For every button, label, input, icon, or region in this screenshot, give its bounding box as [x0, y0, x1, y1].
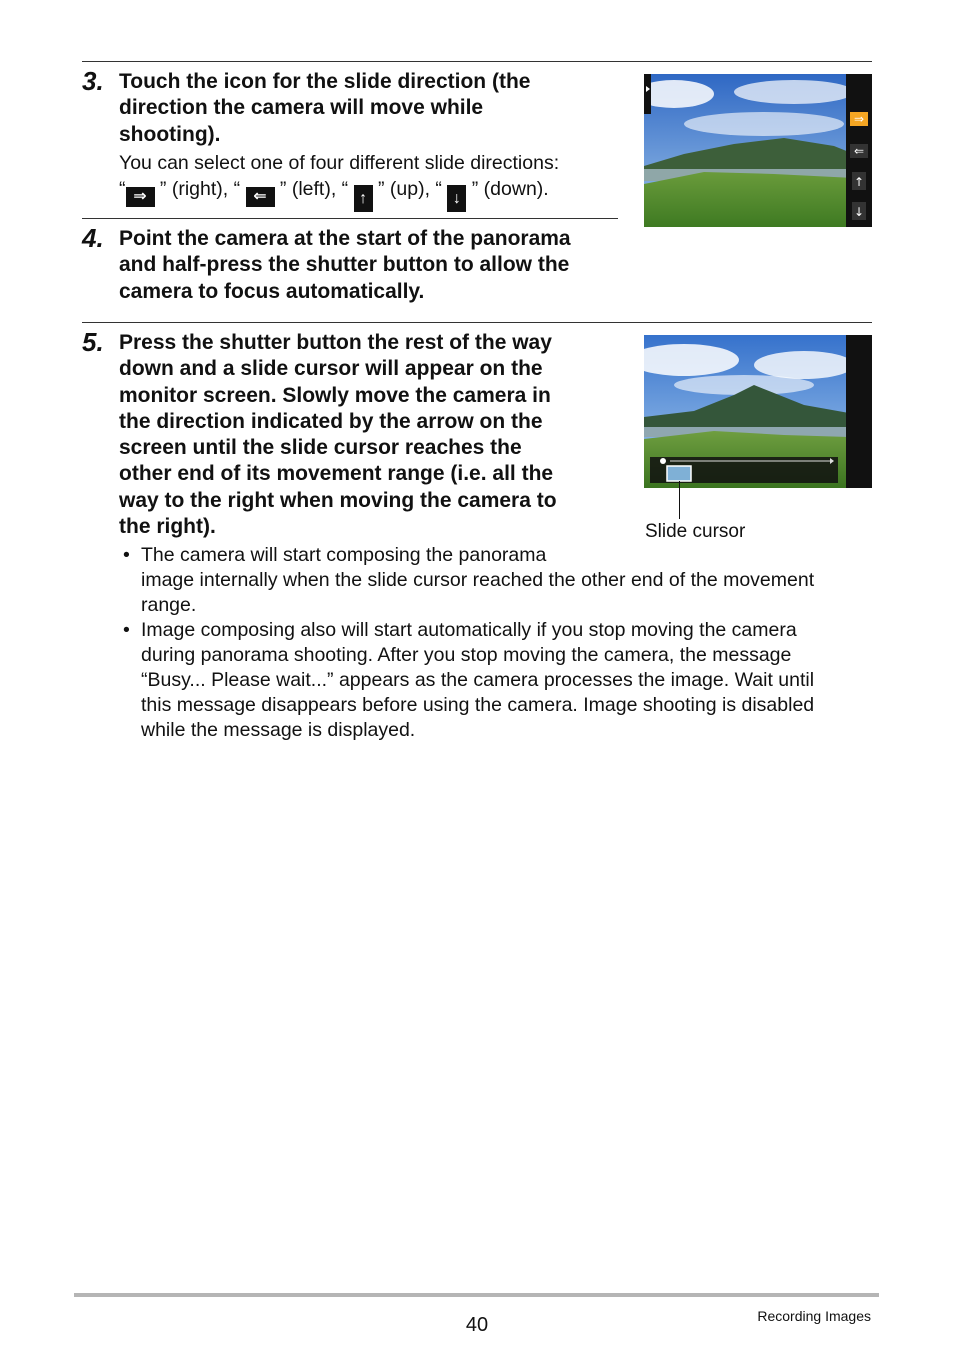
step-5-title: Press the shutter button the rest of the way down and a slide cursor will appear on the monitor screen. Slowly move the camera in the direction indicated by the arrow on the screen until the slide cursor reaches the other end of its movement range (i.e. all the way to the right when moving the camera to the right).: [119, 331, 557, 539]
page-number: 40: [465, 1314, 489, 1336]
up-arrow-icon: ↑: [354, 185, 373, 212]
right-arrow-icon: ⇒: [126, 187, 155, 207]
down-arrow-icon: ↓: [447, 185, 466, 212]
step-4-number: 4.: [82, 223, 104, 253]
left-arrow-icon: ⇐: [246, 187, 275, 207]
step-divider-2: [82, 322, 872, 323]
step-5-number: 5.: [82, 327, 104, 357]
top-rule: [82, 61, 872, 62]
step-divider-1: [82, 218, 618, 219]
bullet-item-1: • The camera will start composing the panorama image internally when the slide cursor reached the other end of the movement range.: [123, 544, 815, 616]
direction-list: “ ⇒ ” (right), “ ⇐ ” (left), “ ↑ ” (up), “ ↓ ” (down).: [119, 177, 619, 212]
slide-cursor-caption: Slide cursor: [645, 521, 746, 542]
step-3-title: Touch the icon for the slide direction (the direction the camera will move while shooting).: [119, 70, 531, 146]
bullet-item-2: • Image composing also will start automatically if you stop moving the camera during panorama shooting. After you stop moving the camera, the message “Busy... Please wait...” appears as the camera processes the image. Wait until this message disappears before using the camera. Image shooting is disabled while the message is displayed.: [123, 619, 815, 741]
svg-text:↑: ↑: [853, 175, 865, 189]
landscape-photo-1: [644, 74, 872, 227]
landscape-photo-2: [644, 335, 872, 488]
step-3-body: You can select one of four different slide directions: “ ⇒ ” (right), “ ⇐ ” (left), “ ↑ ” (up), “ ↓ ” (down).: [119, 151, 619, 212]
step-3-number: 3.: [82, 66, 104, 96]
step-4-title: Point the camera at the start of the panorama and half-press the shutter button to allow the camera to focus automatically.: [119, 227, 571, 303]
svg-text:↓: ↓: [853, 205, 865, 219]
camera-screen-slide-cursor: [644, 335, 872, 488]
camera-screen-direction-select: [644, 74, 872, 227]
footer-bar: [74, 1293, 879, 1297]
svg-text:⇐: ⇐: [853, 144, 865, 158]
slide-cursor-marker: [667, 466, 691, 481]
footer-section-title: Recording Images: [757, 1308, 871, 1324]
caption-leader-line: [679, 481, 680, 519]
svg-text:⇒: ⇒: [853, 112, 865, 126]
